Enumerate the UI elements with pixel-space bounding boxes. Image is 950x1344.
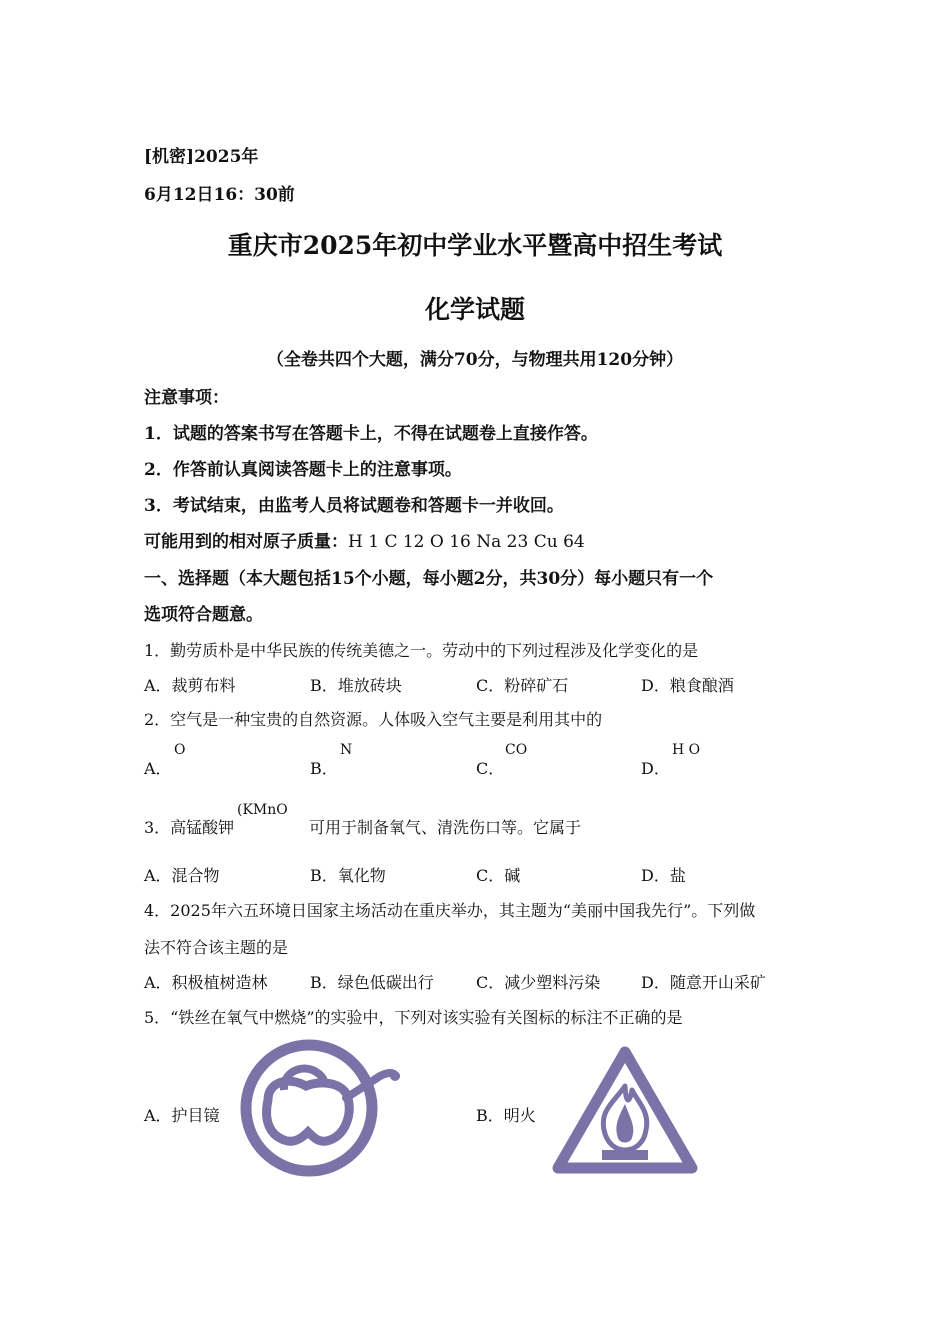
question-5-stem: 5．“铁丝在氧气中燃烧”的实验中，下列对该实验有关图标的标注不正确的是 — [144, 1008, 683, 1027]
q2-option-a: A． — [144, 759, 172, 778]
section-heading: 一、选择题（本大题包括15个小题，每小题2分，共30分）每小题只有一个 — [144, 569, 714, 589]
q5-option-b: B．明火 — [476, 1106, 536, 1125]
question-2-stem: 2．空气是一种宝贵的自然资源。人体吸入空气主要是利用其中的 — [144, 710, 603, 729]
open-flame-icon — [552, 1046, 698, 1174]
q3-option-a: A．混合物 — [144, 866, 220, 885]
q4-option-a: A．积极植树造林 — [144, 973, 268, 992]
q1-option-b: B．堆放砖块 — [310, 676, 402, 695]
question-1-stem: 1．勤劳质朴是中华民族的传统美德之一。劳动中的下列过程涉及化学变化的是 — [144, 641, 699, 660]
q4-option-b: B．绿色低碳出行 — [310, 973, 434, 992]
exam-info: （全卷共四个大题，满分70分，与物理共用120分钟） — [266, 350, 684, 370]
section-heading-cont: 选项符合题意。 — [144, 605, 263, 625]
atomic-mass-line — [144, 527, 585, 552]
notice-item: 3．考试结束，由监考人员将试题卷和答题卡一并收回。 — [144, 496, 564, 516]
q3-option-b: B．氧化物 — [310, 866, 386, 885]
atomic-mass-values: H 1 C 12 O 16 Na 23 Cu 64 — [348, 532, 585, 552]
notice-item: 2．作答前认真阅读答题卡上的注意事项。 — [144, 460, 462, 480]
question-4-stem-cont: 法不符合该主题的是 — [144, 938, 289, 957]
notice-heading: 注意事项： — [144, 388, 229, 408]
q4-option-d: D．随意开山采矿 — [641, 973, 766, 992]
header-deadline: 6月12日16：30前 — [144, 185, 295, 205]
q3-option-d: D．盐 — [641, 866, 686, 885]
notice-item: 1．试题的答案书写在答题卡上，不得在试题卷上直接作答。 — [144, 424, 598, 444]
q3-formula: (KMnO — [237, 802, 288, 818]
q2-option-b: B． — [310, 759, 338, 778]
q2-formula-c: CO — [505, 742, 528, 758]
q1-option-c: C．粉碎矿石 — [476, 676, 569, 695]
q3-option-c: C．碱 — [476, 866, 521, 885]
subject-title: 化学试题 — [424, 295, 525, 324]
q2-formula-d: H O — [672, 742, 701, 758]
question-3-stem-prefix: 3．高锰酸钾 — [144, 818, 235, 837]
q1-option-d: D．粮食酿酒 — [641, 676, 734, 695]
q2-option-d: D． — [641, 759, 670, 778]
goggles-icon — [240, 1038, 402, 1178]
q2-option-c: C． — [476, 759, 505, 778]
q2-formula-a: O — [174, 742, 186, 758]
q1-option-a: A．裁剪布料 — [144, 676, 236, 695]
question-4-stem: 4．2025年六五环境日国家主场活动在重庆举办，其主题为“美丽中国我先行”。下列做 — [144, 901, 756, 920]
header-confidential: [机密]2025年 — [144, 147, 259, 167]
q4-option-c: C．减少塑料污染 — [476, 973, 601, 992]
exam-title: 重庆市2025年初中学业水平暨高中招生考试 — [227, 231, 723, 260]
atomic-mass-label: 可能用到的相对原子质量： — [144, 532, 348, 552]
q5-option-a: A．护目镜 — [144, 1106, 220, 1125]
question-3-stem-suffix: 可用于制备氧气、清洗伤口等。它属于 — [309, 818, 582, 837]
q2-formula-b: N — [340, 742, 353, 758]
